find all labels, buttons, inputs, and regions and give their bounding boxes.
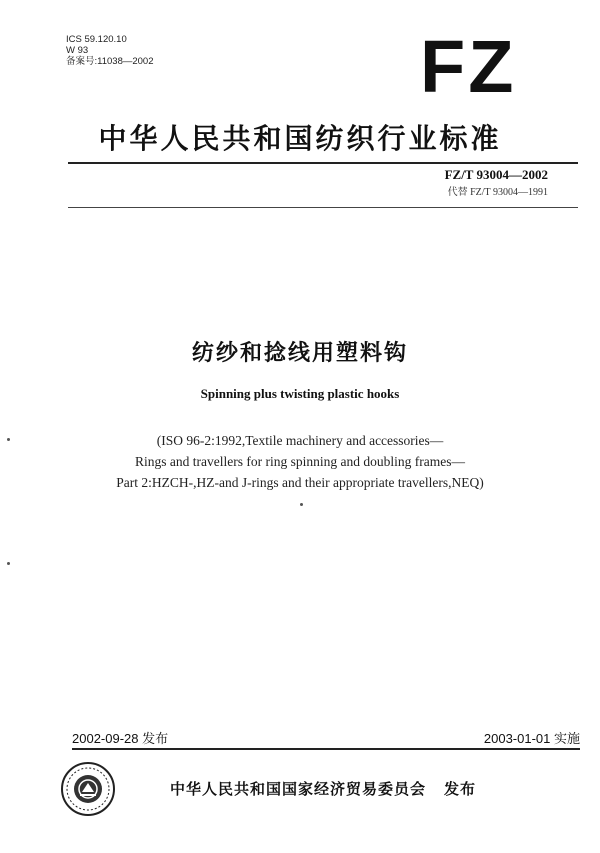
reference-line: Part 2:HZCH-,HZ-and J-rings and their appropriate travellers,NEQ) [116,475,484,490]
scan-speck [300,503,303,506]
title-divider [68,162,578,164]
document-title-zh: 纺纱和捻线用塑料钩 [191,341,408,366]
document-title-en: Spinning plus twisting plastic hooks [200,386,400,401]
issue-date: 2002-09-28 发布 [72,731,169,746]
reference-block [0,430,600,493]
seal-emblem-icon [60,761,116,817]
standard-code: FZ/T 93004—2002 [444,167,548,182]
effective-date: 2003-01-01 实施 [483,731,580,746]
reference-line: Rings and travellers for ring spinning and doubling frames— [135,454,465,469]
reference-line: (ISO 96-2:1992,Textile machinery and accessories— [156,433,444,448]
fz-logo: FZ [420,25,517,108]
registration-number: 备案号:11038—2002 [66,56,154,67]
footer-divider [72,748,580,750]
ics-code: ICS 59.120.10 [66,34,127,45]
code-divider [68,207,578,208]
scan-speck [7,438,10,441]
scan-speck [7,562,10,565]
issuing-authority: 中华人民共和国国家经济贸易委员会 [170,780,427,798]
replaces-code: 代替 FZ/T 93004—1991 [447,187,548,198]
issue-word: 发布 [444,780,477,798]
header-meta [66,34,154,67]
issuer-line [170,778,494,799]
classification-code: W 93 [66,45,89,56]
standard-title: 中华人民共和国纺织行业标准 [98,122,502,155]
standard-code-block [445,167,548,198]
